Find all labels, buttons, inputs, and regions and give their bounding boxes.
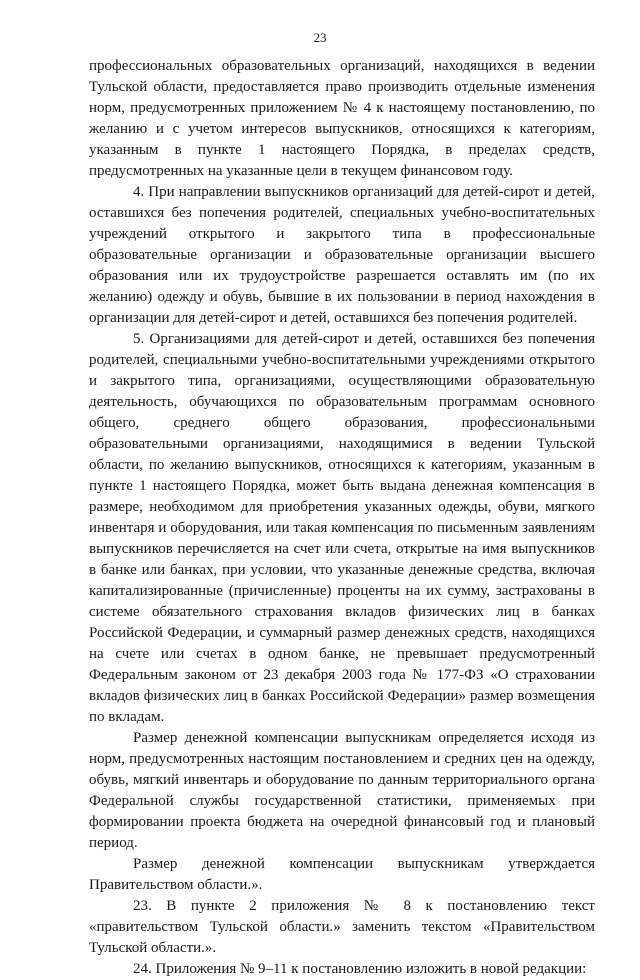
paragraph: 23. В пункте 2 приложения № 8 к постановлению текст «правительством Тульской области.» заменить текстом «Правительством Тульской области.». bbox=[89, 898, 595, 956]
paragraph: 24. Приложения № 9–11 к постановлению изложить в новой редакции: bbox=[133, 961, 587, 977]
paragraph: 5. Организациями для детей-сирот и детей, оставшихся без попечения родителей, специальными учебно-воспитательными учреждениями открытого и закрытого типа, организациями, осуществляющими образовательную деятельность, обучающихся по образовательным программам основного общего, среднего общего образования, профессиональными образовательными организациями, находящимися в ведении Тульской области, по желанию выпускников, относящихся к категориям, указанным в пункте 1 настоящего Порядка, может быть выдана денежная компенсация в размере, необходимом для приобретения указанных одежды, обуви, мягкого инвентаря и оборудования, или такая компенсация по письменным заявлениям выпускников перечисляется на счет или счета, открытые на имя выпускников в банке или банках, при условии, что указанные денежные средства, включая капитализированные (причисленные) проценты на их сумму, застрахованы в системе обязательного страхования вкладов физических лиц в банках Российской Федерации, и суммарный размер денежных средств, находящихся на счете или счетах в одном банке, не превышает предусмотренный Федеральным законом от 23 декабря 2003 года № 177-ФЗ «О страховании вкладов физических лиц в банках Российской Федерации» размер возмещения по вкладам. bbox=[89, 331, 595, 725]
paragraph: Размер денежной компенсации выпускникам определяется исходя из норм, предусмотренных настоящим постановлением и средних цен на одежду, обувь, мягкий инвентарь и оборудование по данным территориального органа Федеральной службы государственной статистики, применяемых при формировании проекта бюджета на очередной финансовый год и плановый период. bbox=[89, 730, 595, 851]
paragraph: 4. При направлении выпускников организаций для детей-сирот и детей, оставшихся без попечения родителей, специальных учебно-воспитательных учреждений открытого и закрытого типа в профессиональные образовательные организации и образовательные организации высшего образования или их трудоустройстве разрешается оставлять им (по их желанию) одежду и обувь, бывшие в их пользовании в период нахождения в организации для детей-сирот и детей, оставшихся без попечения родителей. bbox=[89, 184, 595, 326]
page-number: 23 bbox=[313, 30, 327, 45]
document-body bbox=[89, 56, 595, 980]
paragraph: профессиональных образовательных организаций, находящихся в ведении Тульской области, предоставляется право производить отдельные изменения норм, предусмотренных приложением № 4 к настоящему постановлению, по желанию и с учетом интересов выпускников, относящихся к категориям, указанным в пункте 1 настоящего Порядка, в пределах средств, предусмотренных на указанные цели в текущем финансовом году. bbox=[89, 58, 595, 179]
paragraph: Размер денежной компенсации выпускникам утверждается Правительством области.». bbox=[89, 856, 595, 893]
